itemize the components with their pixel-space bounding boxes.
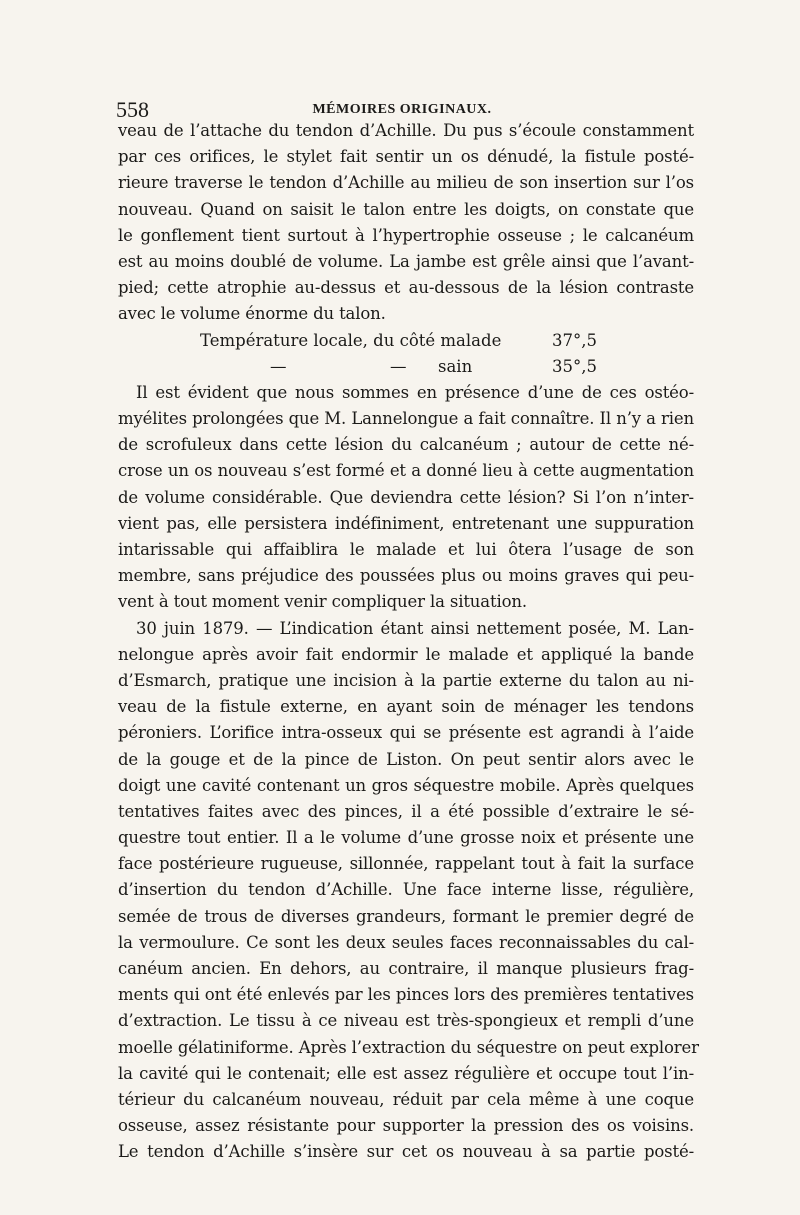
text-line: face postérieure rugueuse, sillonnée, rappelant tout à fait la surface	[118, 854, 694, 874]
text-line: d’Esmarch, pratique une incision à la partie externe du talon au ni-	[118, 670, 694, 690]
temperature-value: 37°,5	[552, 330, 597, 350]
text-line: semée de trous de diverses grandeurs, formant le premier degré de	[118, 906, 694, 926]
temperature-label: Température locale, du côté malade	[200, 330, 502, 350]
paragraph-1	[118, 118, 694, 328]
text-line: térieur du calcanéum nouveau, réduit par cela même à une coque	[118, 1089, 694, 1109]
text-line: péroniers. L’orifice intra-osseux qui se présente est agrandi à l’aide	[118, 723, 694, 743]
ditto-dash: —	[270, 356, 287, 376]
temperature-row-malade	[118, 328, 694, 354]
text-line: membre, sans préjudice des poussées plus ou moins graves qui peu-	[118, 566, 694, 586]
text-line: Il est évident que nous sommes en présence d’une de ces ostéo-	[136, 382, 694, 402]
text-line: doigt une cavité contenant un gros séquestre mobile. Après quelques	[118, 775, 694, 795]
paragraph-2	[118, 380, 694, 616]
text-line: vent à tout moment venir compliquer la situation.	[118, 592, 527, 612]
text-line: moelle gélatiniforme. Après l’extraction du séquestre on peut explorer	[118, 1037, 699, 1057]
body-text	[118, 118, 699, 1166]
text-line: canéum ancien. En dehors, au contraire, il manque plusieurs frag-	[118, 959, 694, 978]
text-line: est au moins doublé de volume. La jambe est grêle ainsi que l’avant-	[118, 251, 694, 271]
text-line: d’extraction. Le tissu à ce niveau est très-spongieux et rempli d’une	[118, 1011, 694, 1031]
text-line: veau de la fistule externe, en ayant soin de ménager les tendons	[118, 697, 694, 717]
text-line: myélites prolongées que M. Lannelongue a fait connaître. Il n’y a rien	[118, 409, 694, 429]
text-line: 30 juin 1879. — L’indication étant ainsi nettement posée, M. Lan-	[136, 618, 694, 638]
text-line: la vermoulure. Ce sont les deux seules faces reconnaissables du cal-	[118, 932, 694, 952]
text-line: le gonflement tient surtout à l’hypertrophie osseuse ; le calcanéum	[118, 225, 694, 245]
text-line: Le tendon d’Achille s’insère sur cet os nouveau à sa partie posté-	[118, 1142, 694, 1162]
text-line: intarissable qui affaiblira le malade et lui ôtera l’usage de son	[118, 540, 694, 559]
text-line: ments qui ont été enlevés par les pinces lors des premières tentatives	[118, 985, 694, 1005]
text-line: veau de l’attache du tendon d’Achille. Du pus s’écoule constamment	[118, 121, 694, 140]
text-line: d’insertion du tendon d’Achille. Une face interne lisse, régulière,	[118, 880, 694, 900]
text-line: rieure traverse le tendon d’Achille au milieu de son insertion sur l’os	[118, 173, 694, 193]
temperature-value: 35°,5	[552, 356, 597, 376]
text-line: osseuse, assez résistante pour supporter la pression des os voisins.	[118, 1116, 694, 1136]
text-line: questre tout entier. Il a le volume d’une grosse noix et présente une	[118, 828, 694, 848]
text-line: vient pas, elle persistera indéfiniment, entretenant une suppuration	[118, 513, 694, 533]
ditto-dash: —	[390, 356, 407, 376]
text-line: nouveau. Quand on saisit le talon entre les doigts, on constate que	[118, 199, 694, 219]
temperature-table	[118, 328, 694, 380]
text-line: par ces orifices, le stylet fait sentir un os dénudé, la fistule posté-	[118, 147, 694, 167]
temperature-row-sain	[118, 354, 694, 380]
text-line: de scrofuleux dans cette lésion du calcanéum ; autour de cette né-	[118, 435, 694, 455]
text-line: la cavité qui le contenait; elle est assez régulière et occupe tout l’in-	[118, 1063, 694, 1083]
paragraph-3	[118, 616, 699, 1166]
text-line: pied; cette atrophie au-dessus et au-dessous de la lésion contraste	[118, 278, 694, 298]
page-number: 558	[116, 97, 149, 122]
text-line: tentatives faites avec des pinces, il a été possible d’extraire le sé-	[118, 801, 694, 821]
text-line: avec le volume énorme du talon.	[118, 304, 386, 324]
running-head: MÉMOIRES ORIGINAUX.	[312, 102, 492, 117]
text-line: nelongue après avoir fait endormir le malade et appliqué la bande	[118, 644, 694, 664]
temperature-label: sain	[438, 356, 473, 376]
text-line: de la gouge et de la pince de Liston. On peut sentir alors avec le	[118, 749, 694, 769]
text-line: crose un os nouveau s’est formé et a donné lieu à cette augmentation	[118, 461, 694, 481]
text-line: de volume considérable. Que deviendra cette lésion? Si l’on n’inter-	[118, 487, 694, 507]
